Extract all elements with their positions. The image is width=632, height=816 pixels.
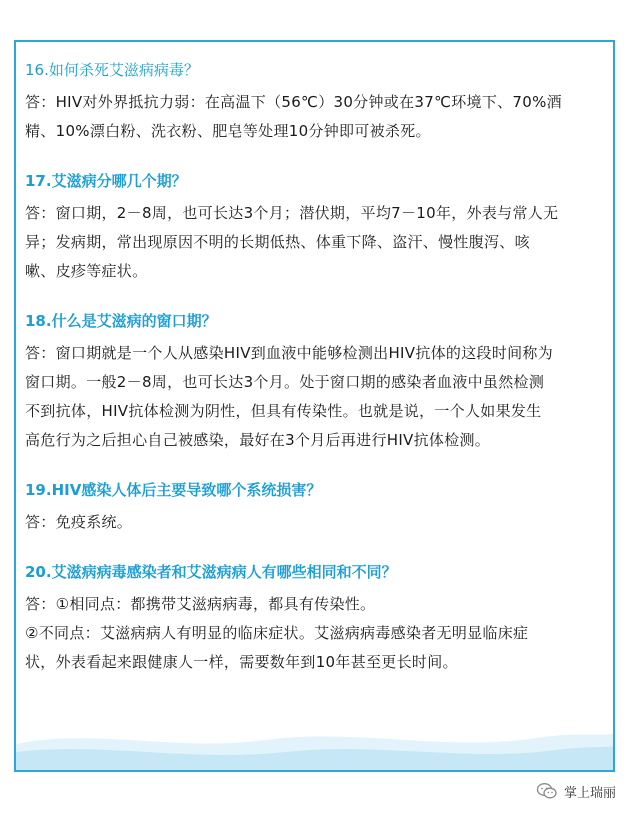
qa-item [25, 311, 611, 455]
qa-item [25, 562, 611, 677]
answer-text: 答：①相同点：都携带艾滋病病毒，都具有传染性。 ②不同点：艾滋病病人有明显的临床症状。艾滋病病毒感染者无明显临床症 状，外表看起来跟健康人一样，需要数年到10年甚至更长时间。 [25, 595, 529, 671]
answer-text: 答：免疫系统。 [25, 513, 133, 531]
answer-text: 答：窗口期就是一个人从感染HIV到血液中能够检测出HIV抗体的这段时间称为 窗口期。一般2－8周，也可长达3个月。处于窗口期的感染者血液中虽然检测 不到抗体，HIV抗体检测为阴性，但具有传染性。也就是说，一个人如果发生 高危行为之后担心自己被感染，最好在3个月后再进行HIV抗体检测。 [25, 344, 554, 449]
qa-item [25, 171, 611, 286]
qa-item [25, 60, 611, 146]
qa-list [25, 60, 611, 702]
question-heading: 18.什么是艾滋病的窗口期？ [25, 312, 217, 330]
wave-decoration [16, 722, 613, 770]
wechat-icon [536, 782, 558, 800]
question-heading: 16.如何杀死艾滋病病毒？ [25, 61, 199, 79]
account-footer[interactable] [536, 780, 616, 802]
qa-card [14, 40, 615, 772]
question-heading: 19.HIV感染人体后主要导致哪个系统损害？ [25, 481, 322, 499]
qa-item [25, 480, 611, 537]
question-heading: 17.艾滋病分哪几个期？ [25, 172, 187, 190]
answer-text: 答：窗口期，2－8周，也可长达3个月；潜伏期，平均7－10年，外表与常人无 异；发病期，常出现原因不明的长期低热、体重下降、盗汗、慢性腹泻、咳 嗽、皮疹等症状。 [25, 204, 559, 280]
question-heading: 20.艾滋病病毒感染者和艾滋病病人有哪些相同和不同？ [25, 563, 397, 581]
answer-text: 答：HIV对外界抵抗力弱：在高温下（56℃）30分钟或在37℃环境下、70%酒 精、10%漂白粉、洗衣粉、肥皂等处理10分钟即可被杀死。 [25, 93, 562, 140]
account-name: 掌上瑞丽 [563, 785, 616, 801]
